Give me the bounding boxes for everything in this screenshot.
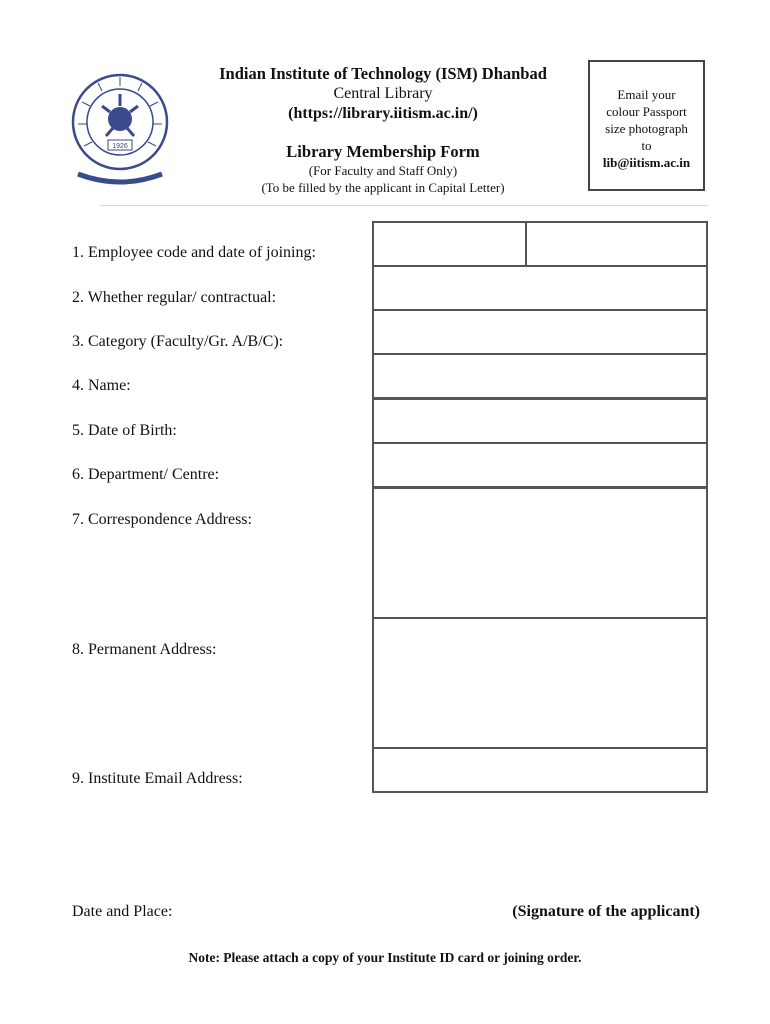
form-subtitle-instruction: (To be filled by the applicant in Capital Letter) — [261, 180, 505, 195]
label-category: 3. Category (Faculty/Gr. A/B/C): — [72, 333, 284, 350]
label-department: 6. Department/ Centre: — [72, 466, 220, 483]
label-employee-code: 1. Employee code and date of joining: — [72, 244, 316, 261]
label-date-of-birth: 5. Date of Birth: — [72, 422, 177, 439]
permanent-address-field[interactable] — [372, 617, 708, 749]
category-field[interactable] — [372, 309, 708, 355]
correspondence-address-field[interactable] — [372, 487, 708, 619]
photo-box — [588, 60, 705, 191]
label-name: 4. Name: — [72, 377, 131, 394]
date-and-place-label: Date and Place: — [72, 903, 173, 920]
date-of-joining-divider — [525, 221, 527, 267]
signature-label: (Signature of the applicant) — [512, 903, 700, 920]
name-field[interactable] — [372, 353, 708, 399]
label-regular-contractual: 2. Whether regular/ contractual: — [72, 289, 277, 306]
logo-year: 1926 — [112, 143, 128, 150]
photo-box-line: Email your — [617, 87, 676, 102]
department-field[interactable] — [372, 442, 708, 488]
form-header — [180, 64, 586, 196]
form-title: Library Membership Form — [286, 142, 480, 161]
label-correspondence-address: 7. Correspondence Address: — [72, 511, 252, 528]
date-of-birth-field[interactable] — [372, 398, 708, 444]
attachment-note: Note: Please attach a copy of your Institute ID card or joining order. — [188, 950, 582, 965]
photo-box-line: colour Passport — [606, 104, 687, 119]
institute-name: Indian Institute of Technology (ISM) Dhanbad — [219, 64, 547, 83]
form-subtitle-audience: (For Faculty and Staff Only) — [308, 163, 458, 178]
employee-code-field[interactable] — [372, 221, 708, 267]
label-permanent-address: 8. Permanent Address: — [72, 641, 217, 658]
library-url: (https://library.iitism.ac.in/) — [288, 105, 478, 122]
photo-box-email: lib@iitism.ac.in — [602, 155, 691, 170]
library-name: Central Library — [333, 85, 433, 102]
photo-box-line: size photograph — [605, 121, 688, 136]
logo-motto-ribbon — [78, 174, 162, 182]
regular-contractual-field[interactable] — [372, 265, 708, 311]
header-divider — [100, 205, 708, 206]
email-address-field[interactable] — [372, 747, 708, 793]
institute-logo — [70, 64, 170, 194]
label-email-address: 9. Institute Email Address: — [72, 770, 243, 787]
photo-box-line: to — [641, 138, 652, 153]
